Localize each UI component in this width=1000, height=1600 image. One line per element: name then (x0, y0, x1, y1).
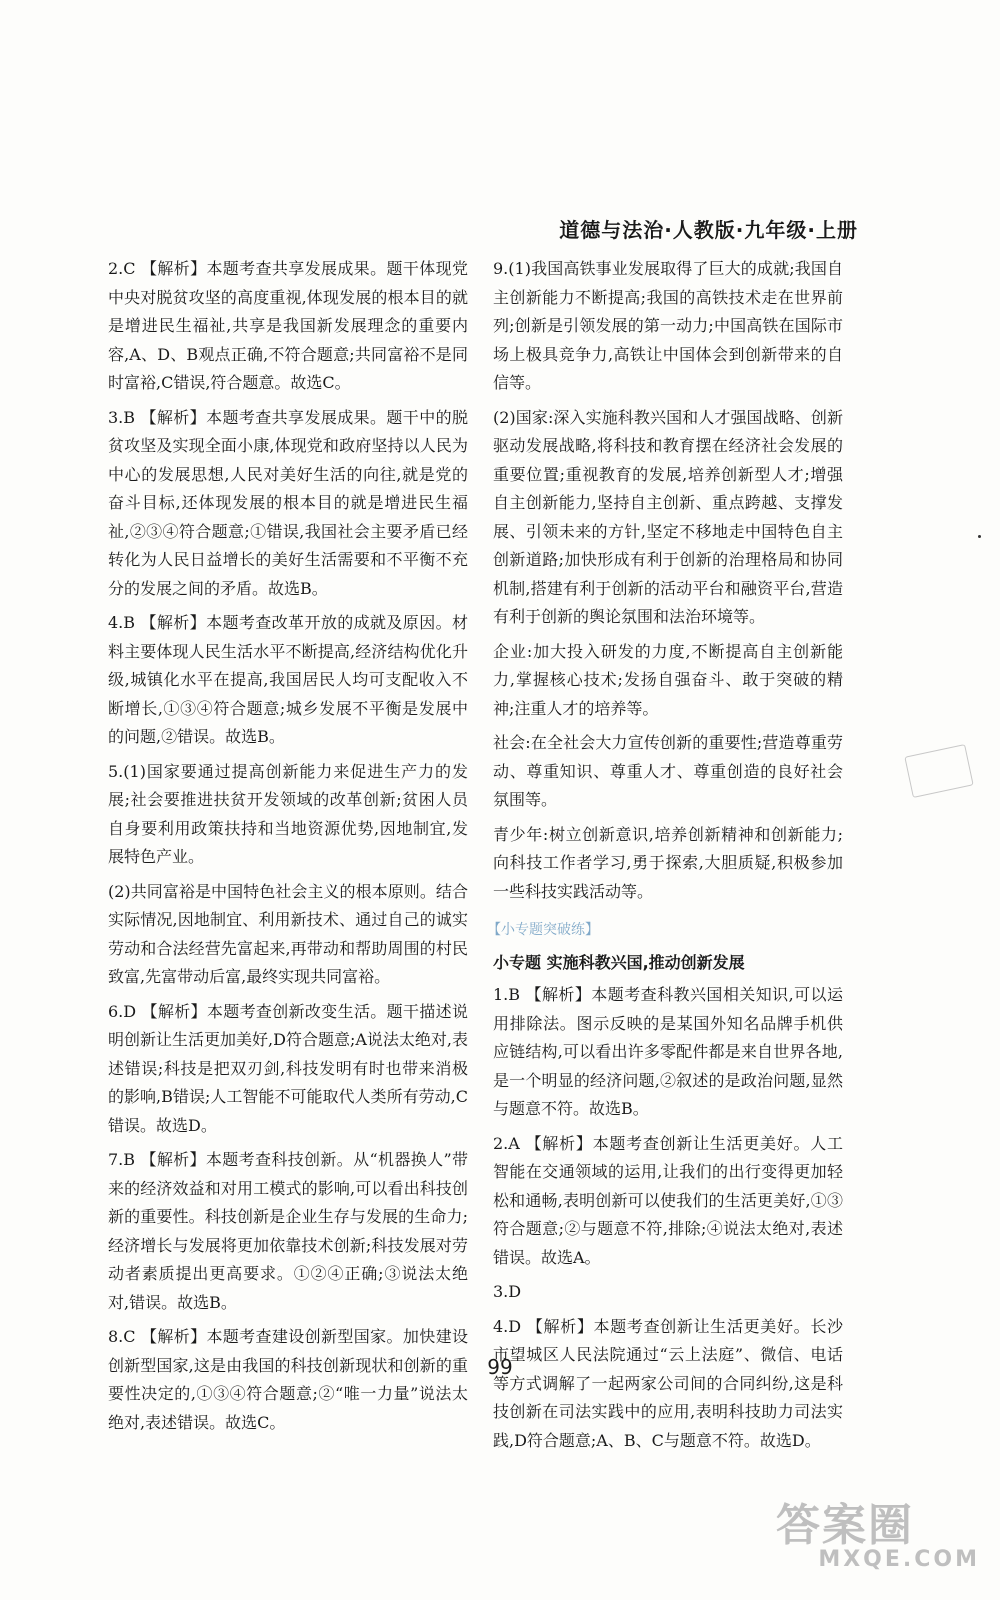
running-header: 道德与法治·人教版·九年级·上册 (559, 218, 858, 242)
watermark-logo (776, 1500, 986, 1574)
answer-item-9-part-1: 9.(1)我国高铁事业发展取得了巨大的成就;我国自主创新能力不断提高;我国的高铁技术走在世界前列;创新是引领发展的第一动力;中国高铁在国际市场上极具竞争力,高铁让中国体会到创新带来的自信等。 (493, 259, 843, 392)
watermark-sub-text: MXQE.COM (818, 1547, 980, 1572)
answer-item-5-part-2: (2)共同富裕是中国特色社会主义的根本原则。结合实际情况,因地制宜、利用新技术、通过自己的诚实劳动和合法经营先富起来,再带动和帮助周围的村民致富,先富带动后富,最终实现共同富裕。 (108, 881, 468, 986)
left-column (108, 255, 468, 1443)
answer-item-5-part-1: 5.(1)国家要通过提高创新能力来促进生产力的发展;社会要推进扶贫开发领域的改革创新;贫困人员自身要利用政策扶持和当地资源优势,因地制宜,发展特色产业。 (108, 761, 468, 866)
topic-answer-4: 4.D 【解析】本题考查创新让生活更美好。长沙市望城区人民法院通过“云上法庭”、微信、电话等方式调解了一起两家公司间的合同纠纷,这是科技创新在司法实践中的应用,表明科技助力司法实践,D符合题意;A、B、C与题意不符。故选D。 (493, 1316, 843, 1450)
topic-answer-3: 3.D (493, 1282, 522, 1301)
topic-answer-1: 1.B 【解析】本题考查科教兴国相关知识,可以运用排除法。图示反映的是某国外知名品牌手机供应链结构,可以看出许多零配件都是来自世界各地,是一个明显的经济问题,②叙述的是政治问题,显然与题意不符。故选B。 (493, 985, 843, 1118)
section-banner: 【小专题突破练】 (487, 922, 599, 938)
answer-item-7: 7.B 【解析】本题考查科技创新。从“机器换人”带来的经济效益和对用工模式的影响,可以看出科技创新的重要性。科技创新是企业生存与发展的生命力;经济增长与发展将更加依靠技术创新;科技发展对劳动者素质提出更高要求。①②④正确;③说法太绝对,错误。故选B。 (108, 1150, 468, 1312)
watermark-main-text: 答案圈 (776, 1500, 914, 1551)
answer-item-4: 4.B 【解析】本题考查改革开放的成就及原因。材料主要体现人民生活水平不断提高,经济结构优化升级,城镇化水平在提高,我国居民人均可支配收入不断增长,①③④符合题意;城乡发展不平衡是发展中的问题,②错误。故选B。 (108, 613, 468, 746)
answer-item-9-enterprise: 企业:加大投入研发的力度,不断提高自主创新能力,掌握核心技术;发扬自强奋斗、敢于突破的精神;注重人才的培养等。 (493, 641, 843, 718)
answer-item-9-society: 社会:在全社会大力宣传创新的重要性;营造尊重劳动、尊重知识、尊重人才、尊重创造的良好社会氛围等。 (493, 733, 843, 809)
answer-item-9-part-2: (2)国家:深入实施科教兴国和人才强国战略、创新驱动发展战略,将科技和教育摆在经济社会发展的重要位置;重视教育的发展,培养创新型人才;增强自主创新能力,坚持自主创新、重点跨越、支撑发展、引领未来的方针,坚定不移地走中国特色自主创新道路;加快形成有利于创新的治理格局和协同机制,搭建有利于创新的活动平台和融资平台,营造有利于创新的舆论氛围和法治环境等。 (493, 407, 843, 626)
right-column (487, 255, 843, 1461)
answer-item-2: 2.C 【解析】本题考查共享发展成果。题干体现党中央对脱贫攻坚的高度重视,体现发展的根本目的就是增进民生福祉,共享是我国新发展理念的重要内容,A、D、B观点正确,不符合题意;共同富裕不是同时富裕,C错误,符合题意。故选C。 (108, 259, 468, 392)
section-title: 小专题 实施科教兴国,推动创新发展 (493, 952, 745, 972)
topic-answer-2: 2.A 【解析】本题考查创新让生活更美好。人工智能在交通领域的运用,让我们的出行变得更加轻松和通畅,表明创新可以使我们的生活更美好,①③符合题意;②与题意不符,排除;④说法太绝对,表述错误。故选A。 (493, 1133, 843, 1267)
answer-item-9-youth: 青少年:树立创新意识,培养创新精神和创新能力;向科技工作者学习,勇于探索,大胆质疑,积极参加一些科技实践活动等。 (493, 824, 843, 901)
stamp-mark (904, 744, 973, 798)
answer-item-8: 8.C 【解析】本题考查建设创新型国家。加快建设创新型国家,这是由我国的科技创新现状和创新的重要性决定的,①③④符合题意;②“唯一力量”说法太绝对,表述错误。故选C。 (108, 1327, 468, 1432)
answer-item-3: 3.B 【解析】本题考查共享发展成果。题干中的脱贫攻坚及实现全面小康,体现党和政府坚持以人民为中心的发展思想,人民对美好生活的向往,就是党的奋斗目标,还体现发展的根本目的就是增进民生福祉,②③④符合题意;①错误,我国社会主要矛盾已经转化为人民日益增长的美好生活需要和不平衡不充分的发展之间的矛盾。故选B。 (108, 407, 468, 598)
answer-item-6: 6.D 【解析】本题考查创新改变生活。题干描述说明创新让生活更加美好,D符合题意;A说法太绝对,表述错误;科技是把双刃剑,科技发明有时也带来消极的影响,B错误;人工智能不可能取代人类所有劳动,C错误。故选D。 (108, 1001, 468, 1135)
margin-dot (978, 535, 981, 538)
page-number: 99 (487, 1355, 513, 1379)
